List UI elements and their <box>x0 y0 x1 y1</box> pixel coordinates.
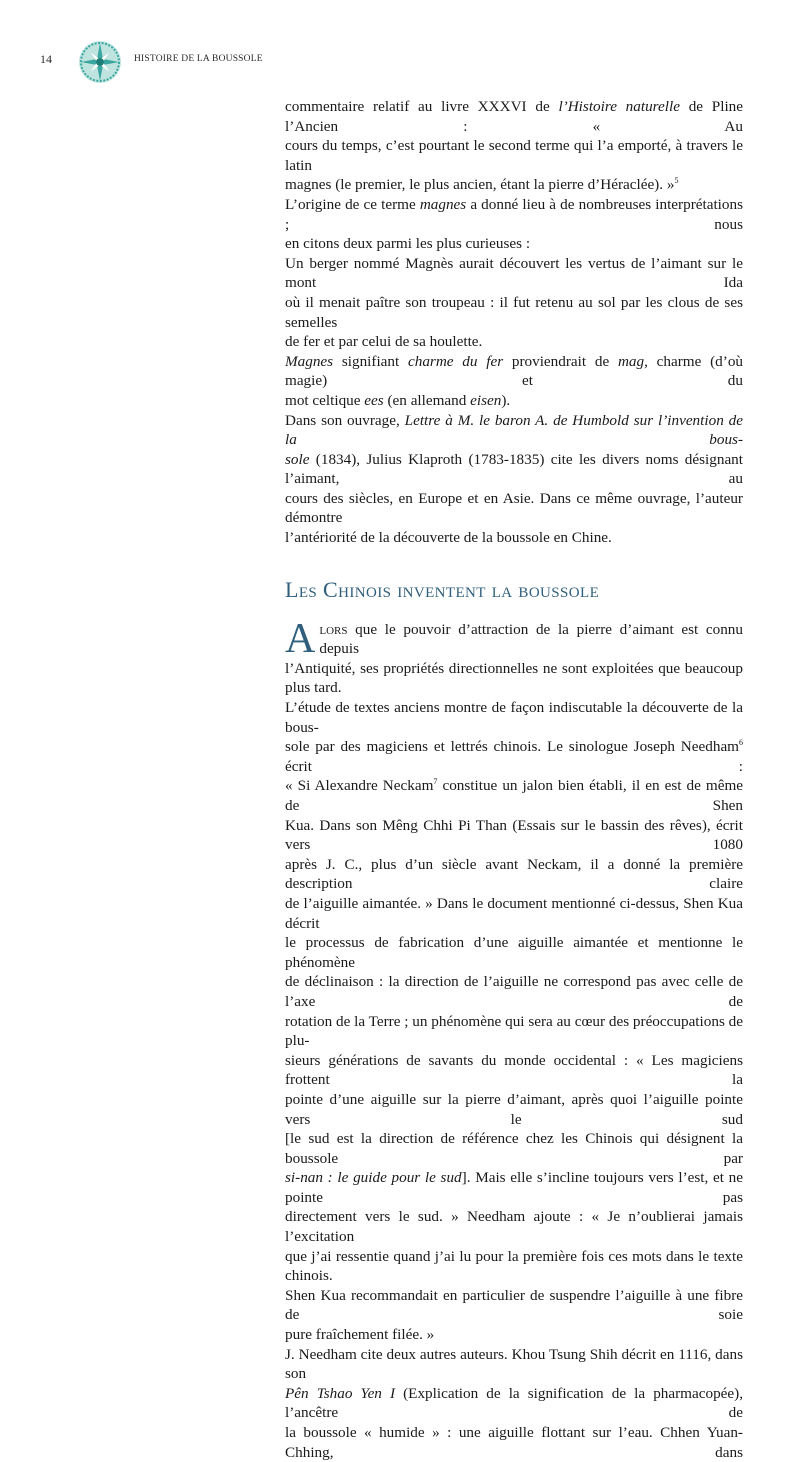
paragraph <box>285 698 743 1345</box>
text-line: pure fraîchement filée. » <box>285 1326 435 1344</box>
running-head: HISTOIRE DE LA BOUSSOLE <box>134 54 263 64</box>
text-line: sole (1834), Julius Klaproth (1783-1835) cite les divers noms désignant l’aimant, au <box>285 450 743 488</box>
text-line: l’antériorité de la découverte de la boussole en Chine. <box>285 529 612 547</box>
text-line: Magnes signifiant charme du fer proviendrait de mag, charme (d’où magie) et du <box>285 352 744 390</box>
footnote-ref[interactable]: 7 <box>433 777 438 787</box>
text-line: l’Antiquité, ses propriétés directionnelles ne sont exploitées que beaucoup <box>285 659 743 677</box>
text-line: si-nan : le guide pour le sud]. Mais elle s’incline toujours vers l’est, et ne pointe pas <box>285 1169 743 1206</box>
drop-cap: A <box>285 615 316 662</box>
text-line: de fer et par celui de sa houlette. <box>285 333 483 351</box>
text-line: cours du temps, c’est pourtant le second terme qui l’a emporté, à travers le latin <box>285 137 743 174</box>
page-number: 14 <box>40 52 52 66</box>
paragraph <box>285 254 743 352</box>
text-line: Pên Tshao Yen I (Explication de la signification de la pharmacopée), l’ancêtre de <box>285 1384 743 1422</box>
text-line: le processus de fabrication d’une aiguille aimantée et mentionne le phénomène <box>285 934 743 971</box>
text-line: L’étude de textes anciens montre de façon indiscutable la découverte de la bous- <box>285 699 743 736</box>
text-line: où il menait paître son troupeau : il fut retenu au sol par les clous de ses semelles <box>285 293 743 331</box>
section-title: Les Chinois inventent la boussole <box>285 576 600 602</box>
text-line: de déclinaison : la direction de l’aiguille ne correspond pas avec celle de l’axe de <box>285 973 743 1010</box>
compass-rose-icon <box>78 40 122 84</box>
text-line: cours des siècles, en Europe et en Asie. Dans ce même ouvrage, l’auteur démontre <box>285 489 743 527</box>
paragraph <box>285 352 743 411</box>
text-line: après J. C., plus d’un siècle avant Neckam, il a donné la première description claire <box>285 855 743 893</box>
page-body <box>285 97 743 1462</box>
footnote-ref[interactable]: 6 <box>739 738 743 748</box>
text-line: magnes (le premier, le plus ancien, étant la pierre d’Héraclée). »$^5$ <box>285 176 679 194</box>
text-line: [le sud est la direction de référence chez les Chinois qui désignent la boussole par <box>285 1130 743 1167</box>
paragraph <box>285 97 743 195</box>
text-line: Kua. Dans son Mêng Chhi Pi Than (Essais sur le bassin des rêves), écrit vers 1080 <box>285 816 743 854</box>
text-line: pointe d’une aiguille sur la pierre d’aimant, après quoi l’aiguille pointe vers le sud <box>285 1090 743 1128</box>
paragraph <box>285 411 743 548</box>
text-line: J. Needham cite deux autres auteurs. Khou Tsung Shih décrit en 1116, dans son <box>285 1345 743 1383</box>
text-line: rotation de la Terre ; un phénomène qui sera au cœur des préoccupations de plu- <box>285 1012 743 1050</box>
text-line: Un berger nommé Magnès aurait découvert les vertus de l’aimant sur le mont Ida <box>285 254 743 292</box>
text-line: la boussole « humide » : une aiguille flottant sur l’eau. Chhen Yuan-Chhing, dans <box>285 1424 743 1461</box>
paragraph <box>285 195 743 254</box>
paragraph <box>285 1345 743 1462</box>
text-line: Shen Kua recommandait en particulier de suspendre l’aiguille à une fibre de soie <box>285 1286 743 1324</box>
text-line: sieurs générations de savants du monde occidental : « Les magiciens frottent la <box>285 1051 743 1089</box>
text-line: en citons deux parmi les plus curieuses : <box>285 235 531 253</box>
text-line: directement vers le sud. » Needham ajoute : « Je n’oublierai jamais l’excitation <box>285 1208 743 1246</box>
page-header <box>40 36 440 86</box>
paragraph <box>285 615 743 698</box>
footnote-ref[interactable]: 5 <box>674 176 679 186</box>
text-line: de l’aiguille aimantée. » Dans le document mentionné ci-dessus, Shen Kua décrit <box>285 894 743 932</box>
text-line: que j’ai ressentie quand j’ai lu pour la première fois ces mots dans le texte chinois. <box>285 1247 743 1285</box>
text-line: sole par des magiciens et lettrés chinois. Le sinologue Joseph Needham$^6$ écrit : <box>285 738 743 775</box>
text-line: L’origine de ce terme magnes a donné lieu à de nombreuses interprétations ; nous <box>285 195 743 233</box>
text-line: lors que le pouvoir d’attraction de la pierre d’aimant est connu depuis <box>319 620 743 658</box>
text-line: commentaire relatif au livre XXXVI de l’Histoire naturelle de Pline l’Ancien : « Au <box>285 98 743 135</box>
text-line: plus tard. <box>285 679 342 697</box>
text-line: Dans son ouvrage, Lettre à M. le baron A. de Humbold sur l’invention de la bous- <box>285 411 743 449</box>
text-line: mot celtique ees (en allemand eisen). <box>285 391 511 409</box>
text-line: « Si Alexandre Neckam$^7$ constitue un jalon bien établi, il en est de même de Shen <box>285 777 743 814</box>
